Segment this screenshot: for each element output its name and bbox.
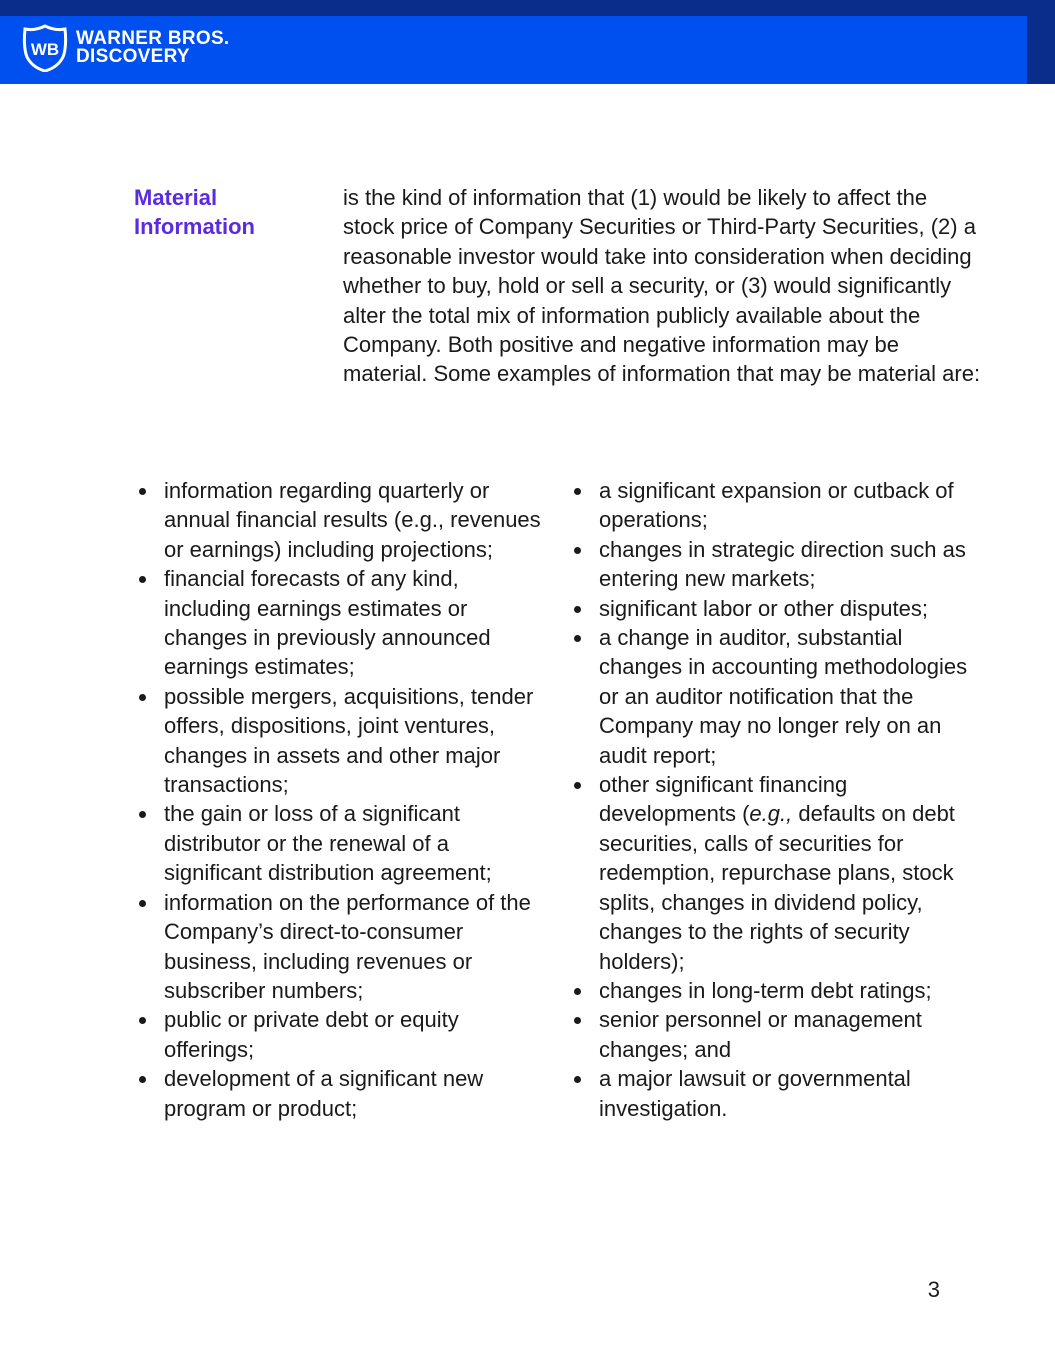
list-item: a significant expansion or cutback of operations;	[569, 476, 989, 535]
brand-wordmark	[76, 30, 230, 66]
list-item: possible mergers, acquisitions, tender offers, dispositions, joint ventures, changes in assets and other major transactions;	[134, 682, 544, 800]
list-item: significant labor or other disputes;	[569, 594, 989, 623]
header-top-stripe	[0, 0, 1055, 16]
header-bar	[0, 0, 1055, 84]
list-item: information regarding quarterly or annual financial results (e.g., revenues or earnings) including projections;	[134, 476, 544, 564]
definition-text: is the kind of information that (1) would be likely to affect the stock price of Company Securities or Third-Party Securities, (2) a reasonable investor would take into consideration when deciding whether to buy, hold or sell a security, or (3) would significantly alter the total mix of information publicly available about the Company. Both positive and negative information may be material. Some examples of information that may be material are:	[343, 185, 981, 387]
examples-list-right	[569, 476, 989, 1123]
wb-shield-icon	[22, 24, 68, 72]
list-item: senior personnel or management changes; and	[569, 1005, 989, 1064]
list-item: a change in auditor, substantial changes in accounting methodologies or an auditor notification that the Company may no longer rely on an audit report;	[569, 623, 989, 770]
brand-logo[interactable]	[22, 24, 230, 72]
list-item: the gain or loss of a significant distributor or the renewal of a significant distribution agreement;	[134, 799, 544, 887]
list-item: information on the performance of the Company’s direct-to-consumer business, including revenues or subscriber numbers;	[134, 888, 544, 1006]
definition-term-line-1: Material	[134, 185, 218, 210]
header-edge-stripe	[1027, 0, 1055, 84]
list-item	[569, 770, 989, 976]
brand-line-2: DISCOVERY	[76, 46, 190, 67]
examples-list-left	[134, 476, 544, 1123]
list-item: changes in strategic direction such as entering new markets;	[569, 535, 989, 594]
list-item: development of a significant new program or product;	[134, 1064, 544, 1123]
list-item: a major lawsuit or governmental investigation.	[569, 1064, 989, 1123]
logo-monogram: WB	[30, 40, 60, 59]
definition-term-line-2: Information	[134, 214, 255, 240]
brand-line-1: WARNER BROS.	[76, 28, 230, 49]
list-item: changes in long-term debt ratings;	[569, 976, 989, 1005]
page-number: 3	[927, 1277, 940, 1302]
list-item-text: other significant financing developments (	[599, 772, 848, 827]
list-item-text: defaults on debt securities, calls of securities for redemption, repurchase plans, stock splits, changes in dividend policy, changes to the rights of security holders);	[599, 801, 955, 974]
list-item-italic: e.g.,	[749, 801, 793, 827]
definition-term	[134, 183, 314, 242]
list-item: public or private debt or equity offerings;	[134, 1005, 544, 1064]
list-item: financial forecasts of any kind, including earnings estimates or changes in previously announced earnings estimates;	[134, 564, 544, 682]
